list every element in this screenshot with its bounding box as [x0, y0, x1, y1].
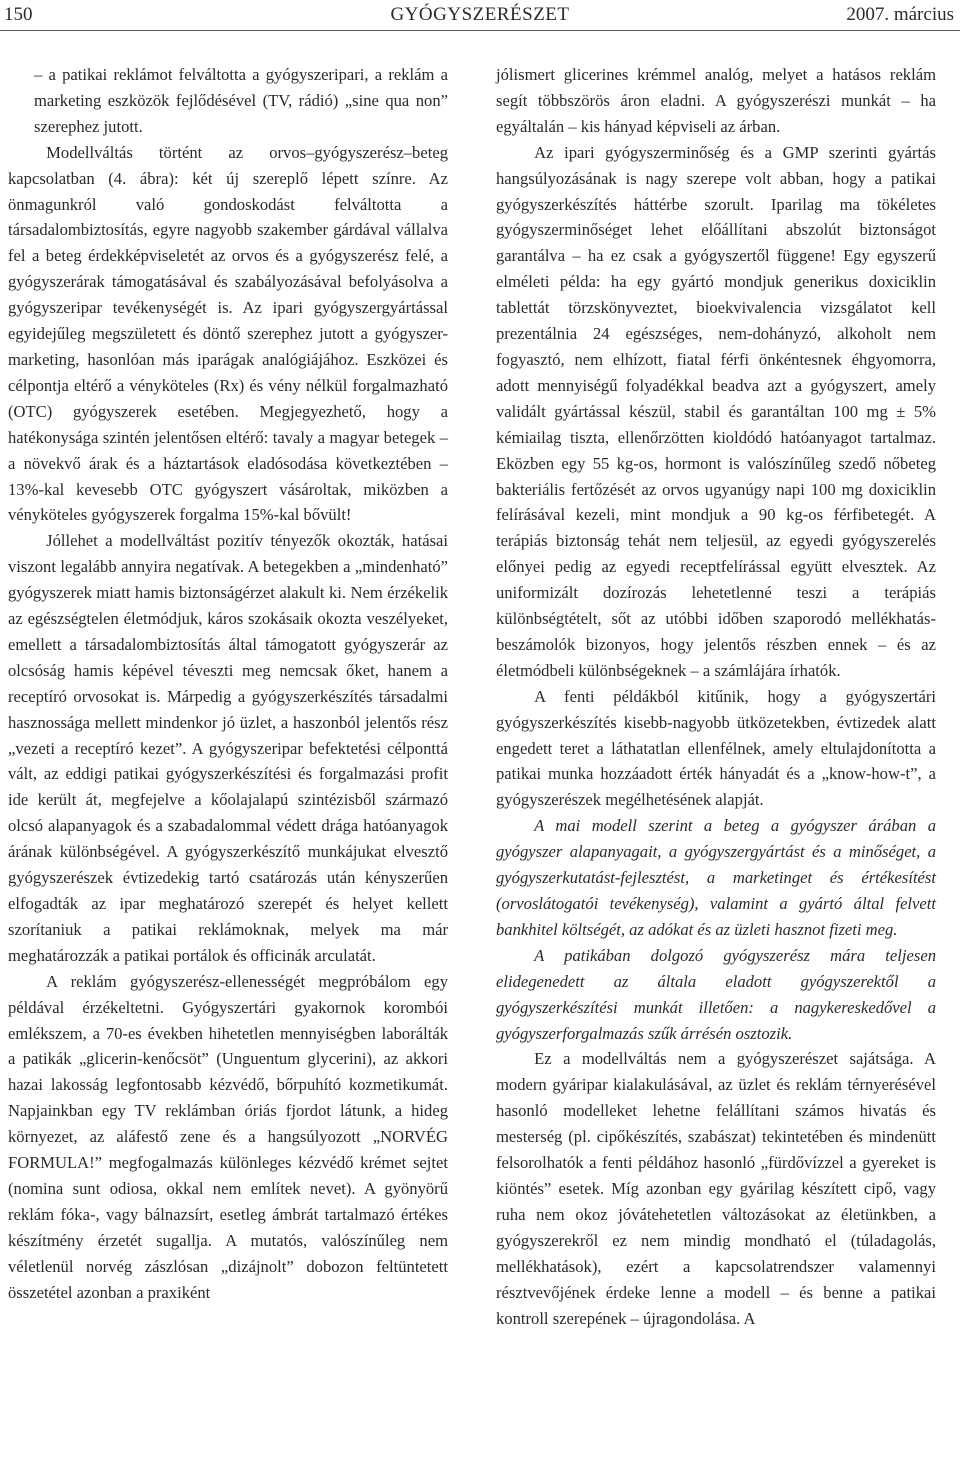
paragraph: Ez a modellváltás nem a gyógyszerészet sajátsága. A modern gyáripar kialakulásával, az üzlet és reklám térnyerésével hasonló modelleket lehetne felállítani számos hivatás és mesterség (pl. cipőkészítés, szabászat) tekintetében és mindenütt felsorolhatók a fenti példához hasonló „fürdővízzel a gyereket is kiöntés” esetek. Míg azonban egy gyárilag készített cipő, vagy ruha nem okoz jóvátehetetlen változásokat az életünkben, a gyógyszerekről ez nem mindig mondható el (túladagolás, mellékhatások), ezért a kapcsolatrendszer valamennyi résztvevőjének érdeke lenne a modell – és benne a patikai kontroll szerepének – újragondolása. A	[496, 1049, 936, 1328]
paragraph: jólismert glicerines krémmel analóg, melyet a hatásos reklám segít többszörös áron eladni. A gyógyszerészi munkát – ha egyáltalán – kis hányad képviseli az árban.	[496, 65, 936, 136]
paragraph: Jóllehet a modellváltást pozitív tényezők okozták, hatásai viszont legalább annyira negatívak. A betegekben a „mindenható” gyógyszerek miatt hamis biztonságérzet alakult ki. Nem érzékelik az egészségtelen életmódjuk, káros szokásaik okozta veszélyeket, emellett a társadalombiztosítás által támogatott gyógyszerár az olcsóság hamis képével téveszti meg nemcsak őket, hanem a receptíró orvosokat is. Márpedig a gyógyszerkészítés társadalmi hasznossága mellett mindenkor jó üzlet, a haszonból jelentős rész „vezeti a receptíró kezet”. A gyógyszeripar befektetési célponttá vált, az eddigi patikai gyógyszerkészítési és forgalmazási profit ide került át, megfejelve a kőolajalapú szintézisből származó olcsó alapanyagok és a szabadalommal védett drága hatóanyagok árának különbségével. A gyógyszerkészítő munkájukat elvesztő gyógyszerészek évtizedekig tartó csatározás után kényszerűen elfogadták az ipar meghatározó szerepét és helyet kellett szorítaniuk a patikai reklámoknak, melyek ma már meghatározzák a patikai portálok és officinák arculatát.	[8, 531, 448, 965]
paragraph: – a patikai reklámot felváltotta a gyógyszeripari, a reklám a marketing eszközök fejlődésével (TV, rádió) „sine qua non” szerephez jutott.	[34, 65, 448, 136]
page-header	[0, 0, 960, 30]
paragraph: A fenti példákból kitűnik, hogy a gyógyszertári gyógyszerkészítés kisebb-nagyobb ütközetekben, évtizedek alatt engedett teret a láthatatlan ellenfélnek, amely eltulajdonította a patikai munka hozzáadott érték hányadát és a „know-how-t”, a gyógyszerészek megélhetésének alapját.	[496, 686, 936, 810]
header-rule	[0, 30, 960, 31]
page-number: 150	[4, 4, 33, 25]
italic-paragraph: A patikában dolgozó gyógyszerész mára teljesen elidegenedett az általa eladott gyógyszerektől a gyógyszerkészítési munkát illetően: a nagykereskedővel a gyógyszerforgalmazás szűk árrésén osztozik.	[496, 945, 936, 1043]
italic-paragraph: A mai modell szerint a beteg a gyógyszer árában a gyógyszer alapanyagait, a gyógyszergyártást és a minőséget, a gyógyszerkutatást-fejlesztést, a marketinget és értékesítést (orvoslátogatói tevékenység), valamint a gyártó által felvett bankhitel költségét, az adókat és az üzleti hasznot fizeti meg.	[496, 816, 936, 939]
journal-title: GYÓGYSZERÉSZET	[390, 4, 570, 25]
paragraph: Az ipari gyógyszerminőség és a GMP szerinti gyártás hangsúlyozásának is nagy szerepe volt abban, hogy a patikai gyógyszerkészítés háttérbe szorult. Iparilag ma tökéletes gyógyszerminőséget lehet előállítani abszolút biztonságot garantálva – ha ez csak a gyógyszertől függene! Egy egyszerű elméleti példa: ha egy gyártó mondjuk generikus doxiciklin tablettát törzskönyveztet, bioekvivalencia vizsgálatot kell prezentálnia 24 egészséges, nem-dohányzó, alkoholt nem fogyasztó, nem elhízott, fiatal férfi önkéntesnek éhgyomorra, adott mennyiségű folyadékkal beadva azt a gyógyszert, amely validált gyártással készül, stabil és garantáltan 100 mg ± 5% kémiailag tiszta, ellenőrzötten kioldódó hatóanyagot tartalmaz. Eközben egy 55 kg-os, hormont is valószínűleg szedő nőbeteg bakteriális fertőzését az orvos ugyanúgy napi 100 mg doxiciklin felírásával kezeli, mint mondjuk a 90 kg-os férfibetegét. A terápiás biztonság tehát nem teljesül, az egyedi gyógyszerelés előnyei pedig az egyedi receptfelírással együtt elvesztek. Az uniformizált dozírozás lehetetlenné teszi a terápiás különbségtételt, sőt az utóbbi időben szaporodó mellékhatás-beszámolók bizonyos, hogy jelentős részben ennek – és az életmódbeli különbségeknek – a számlájára írhatók.	[496, 142, 936, 680]
left-column	[8, 62, 448, 1306]
right-column	[496, 62, 936, 1331]
paragraph: Modellváltás történt az orvos–gyógyszerész–beteg kapcsolatban (4. ábra): két új szereplő lépett színre. Az önmagunkról való gondoskodást felváltotta a társadalombiztosítás, egyre nagyobb szakember gárdával vállalva fel a beteg érdekképviseletét az orvos és a gyógyszerész felé, a gyógyszerárak támogatásával és szabályozásával befolyásolva a gyógyszeripar tevékenységét is. Az ipari gyógyszergyártással egyidejűleg megszületett és döntő szerephez jutott a gyógyszer-marketing, hasonlóan más iparágak analógiájához. Eszközei és célpontja eltérő a vényköteles (Rx) és vény nélkül forgalmazható (OTC) gyógyszerek esetében. Megjegyezhető, hogy a hatékonysága szintén jelentősen eltérő: tavaly a magyar betegek – a növekvő árak és a háztartások eladósodása következtében – 13%-kal kevesebb OTC gyógyszert vásároltak, miközben a vényköteles gyógyszerek forgalma 15%-kal bővült!	[8, 142, 448, 525]
paragraph: A reklám gyógyszerész-ellenességét megpróbálom egy példával érzékeltetni. Gyógyszertári gyakornok korombói emlékszem, a 70-es években hihetetlen mennyiségben laborálták a patikák „glicerin-kenőcsöt” (Unguentum glycerini), az akkori hazai lakosság legfontosabb kézvédő, bőrpuhító kozmetikumát. Napjainkban egy TV reklámban óriás fjordot látunk, a hideg környezet, az aláfestő zene és a hangsúlyozott „NORVÉG FORMULA!” megfogalmazás különleges kézvédő krémet sejtet (nomina sunt odiosa, okkal nem említek nevet). A gyönyörű reklám fóka-, vagy bálnazsírt, esetleg ámbrát tartalmazó értékes készítmény érzetét sugallja. A mutatós, valószínűleg nem véletlenül norvég zászlósan „dizájnolt” dobozon feltüntetett összetétel azonban a praxiként	[8, 971, 448, 1302]
issue-date: 2007. március	[846, 4, 954, 25]
